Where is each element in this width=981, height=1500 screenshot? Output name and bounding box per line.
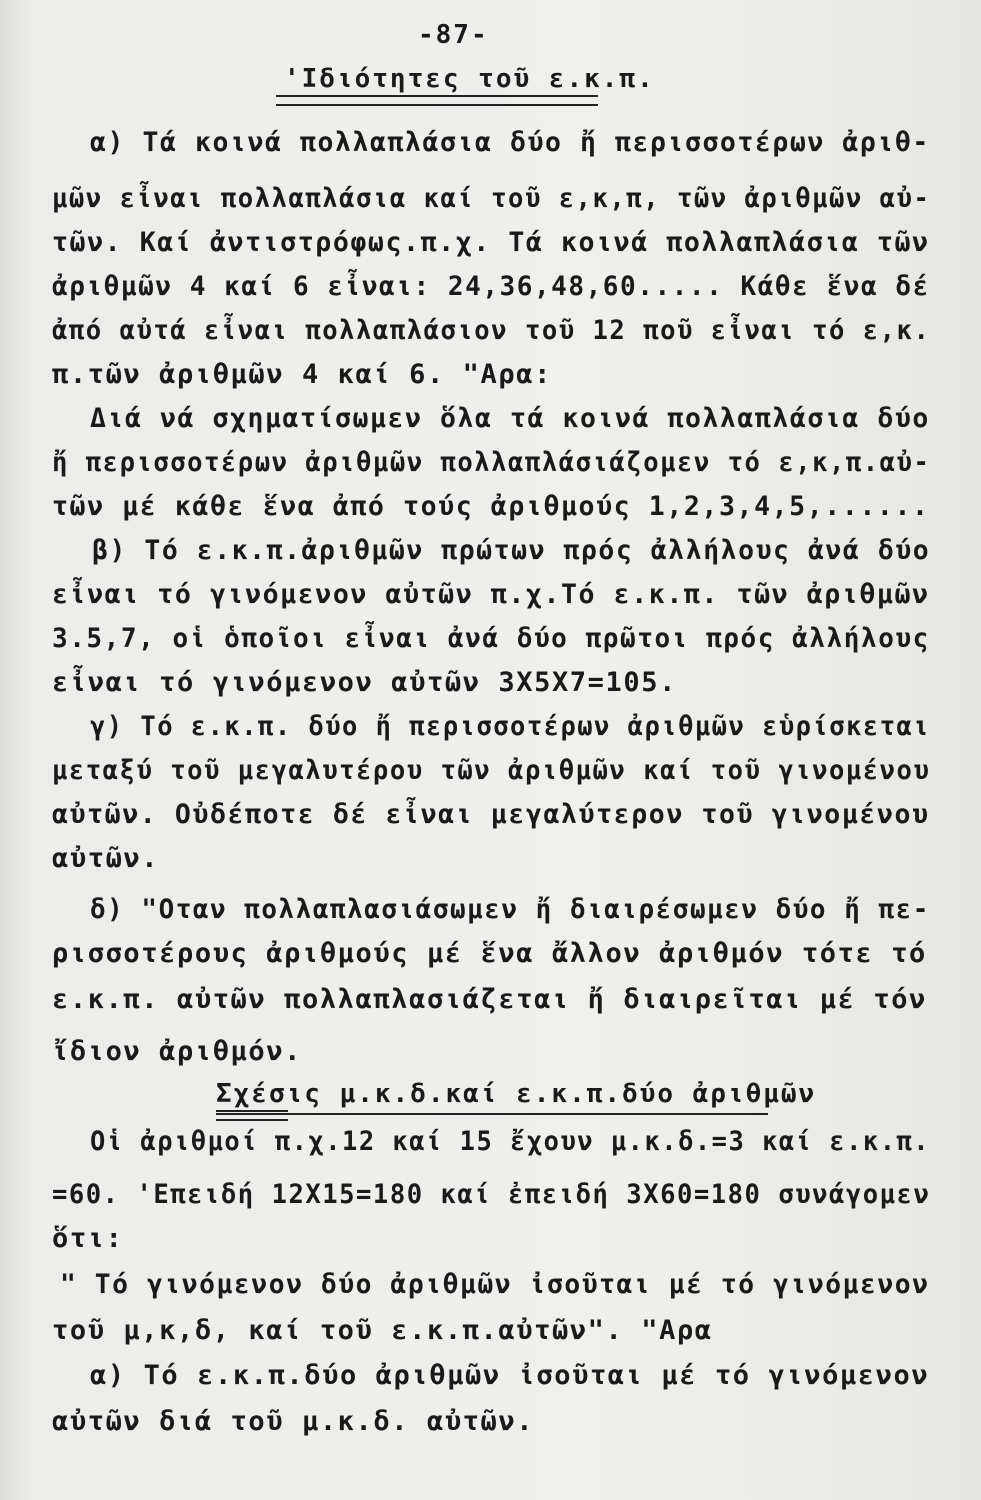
section-title: 'Ιδιότητες τοῦ ε.κ.π. <box>284 64 655 94</box>
subsection-title-underline <box>216 1113 768 1115</box>
text-line: ἀριθμῶν 4 καί 6 εἶναι: 24,36,48,60..... Κάθε ἕνα δέ <box>52 271 930 302</box>
subsection-title-double-underline <box>216 1110 288 1121</box>
text-line: β) Τό ε.κ.π.ἀριθμῶν πρώτων πρός ἀλλήλους ἀνά δύο <box>92 535 931 566</box>
page-number: -87- <box>418 20 489 50</box>
text-line: " Τό γινόμενον δύο ἀριθμῶν ἰσοῦται μέ τό γινόμενον <box>60 1269 930 1300</box>
text-line: ἴδιον ἀριθμόν. <box>52 1036 302 1067</box>
text-line: τῶν μέ κάθε ἕνα ἀπό τούς ἀριθμούς 1,2,3,4,5,...... <box>52 491 930 522</box>
text-line: 3.5,7, οἱ ὁποῖοι εἶναι ἀνά δύο πρῶτοι πρός ἀλλήλους <box>52 623 930 654</box>
text-line: Διά νά σχηματίσωμεν ὅλα τά κοινά πολλαπλάσια δύο <box>90 403 930 434</box>
subsection-title: Σχέσις μ.κ.δ.καί ε.κ.π.δύο ἀριθμῶν <box>216 1079 817 1109</box>
text-line: μεταξύ τοῦ μεγαλυτέρου τῶν ἀριθμῶν καί τοῦ γινομένου <box>52 755 931 786</box>
text-line: α) Τό ε.κ.π.δύο ἀριθμῶν ἰσοῦται μέ τό γινόμενον <box>90 1360 930 1391</box>
text-line: αὐτῶν διά τοῦ μ.κ.δ. αὐτῶν. <box>52 1406 535 1437</box>
text-line: ἤ περισσοτέρων ἀριθμῶν πολλαπλάσιάζομεν τό ε,κ,π.αὐ- <box>52 447 931 478</box>
text-line: δ) "Οταν πολλαπλασιάσωμεν ἤ διαιρέσωμεν δύο ἤ πε- <box>90 894 930 925</box>
text-line: μῶν εἶναι πολλαπλάσια καί τοῦ ε,κ,π, τῶν ἀριθμῶν αὐ- <box>52 183 931 214</box>
section-title-double-underline <box>276 95 598 106</box>
text-line: α) Τά κοινά πολλαπλάσια δύο ἤ περισσοτέρων ἀριθ- <box>90 127 930 158</box>
text-line: αὐτῶν. Οὐδέποτε δέ εἶναι μεγαλύτερον τοῦ γινομένου <box>52 799 930 830</box>
text-line: ρισσοτέρους ἀριθμούς μέ ἕνα ἄλλον ἀριθμόν τότε τό <box>52 938 927 969</box>
text-line: αὐτῶν. <box>52 843 160 874</box>
text-line: =60. 'Επειδή 12Χ15=180 καί ἐπειδή 3Χ60=180 συνάγομεν <box>52 1179 931 1210</box>
text-line: εἶναι τό γινόμενον αὐτῶν 3Χ5Χ7=105. <box>52 667 677 698</box>
text-line: π.τῶν ἀριθμῶν 4 καί 6. "Αρα: <box>52 359 552 390</box>
text-line: τοῦ μ,κ,δ, καί τοῦ ε.κ.π.αὐτῶν". "Αρα <box>52 1315 713 1346</box>
text-line: ε.κ.π. αὐτῶν πολλαπλασιάζεται ἤ διαιρεῖται μέ τόν <box>52 984 927 1015</box>
text-line: γ) Τό ε.κ.π. δύο ἤ περισσοτέρων ἀριθμῶν εὑρίσκεται <box>90 711 931 742</box>
text-line: Οἱ ἀριθμοί π.χ.12 καί 15 ἔχουν μ.κ.δ.=3 καί ε.κ.π. <box>90 1126 931 1157</box>
text-line: ἀπό αὐτά εἶναι πολλαπλάσιον τοῦ 12 ποῦ εἶναι τό ε,κ. <box>52 315 931 346</box>
text-line: εἶναι τό γινόμενον αὐτῶν π.χ.Τό ε.κ.π. τῶν ἀριθμῶν <box>52 579 930 610</box>
text-line: ὅτι: <box>52 1223 124 1254</box>
text-line: τῶν. Καί ἀντιστρόφως.π.χ. Τά κοινά πολλαπλάσια τῶν <box>52 227 930 258</box>
